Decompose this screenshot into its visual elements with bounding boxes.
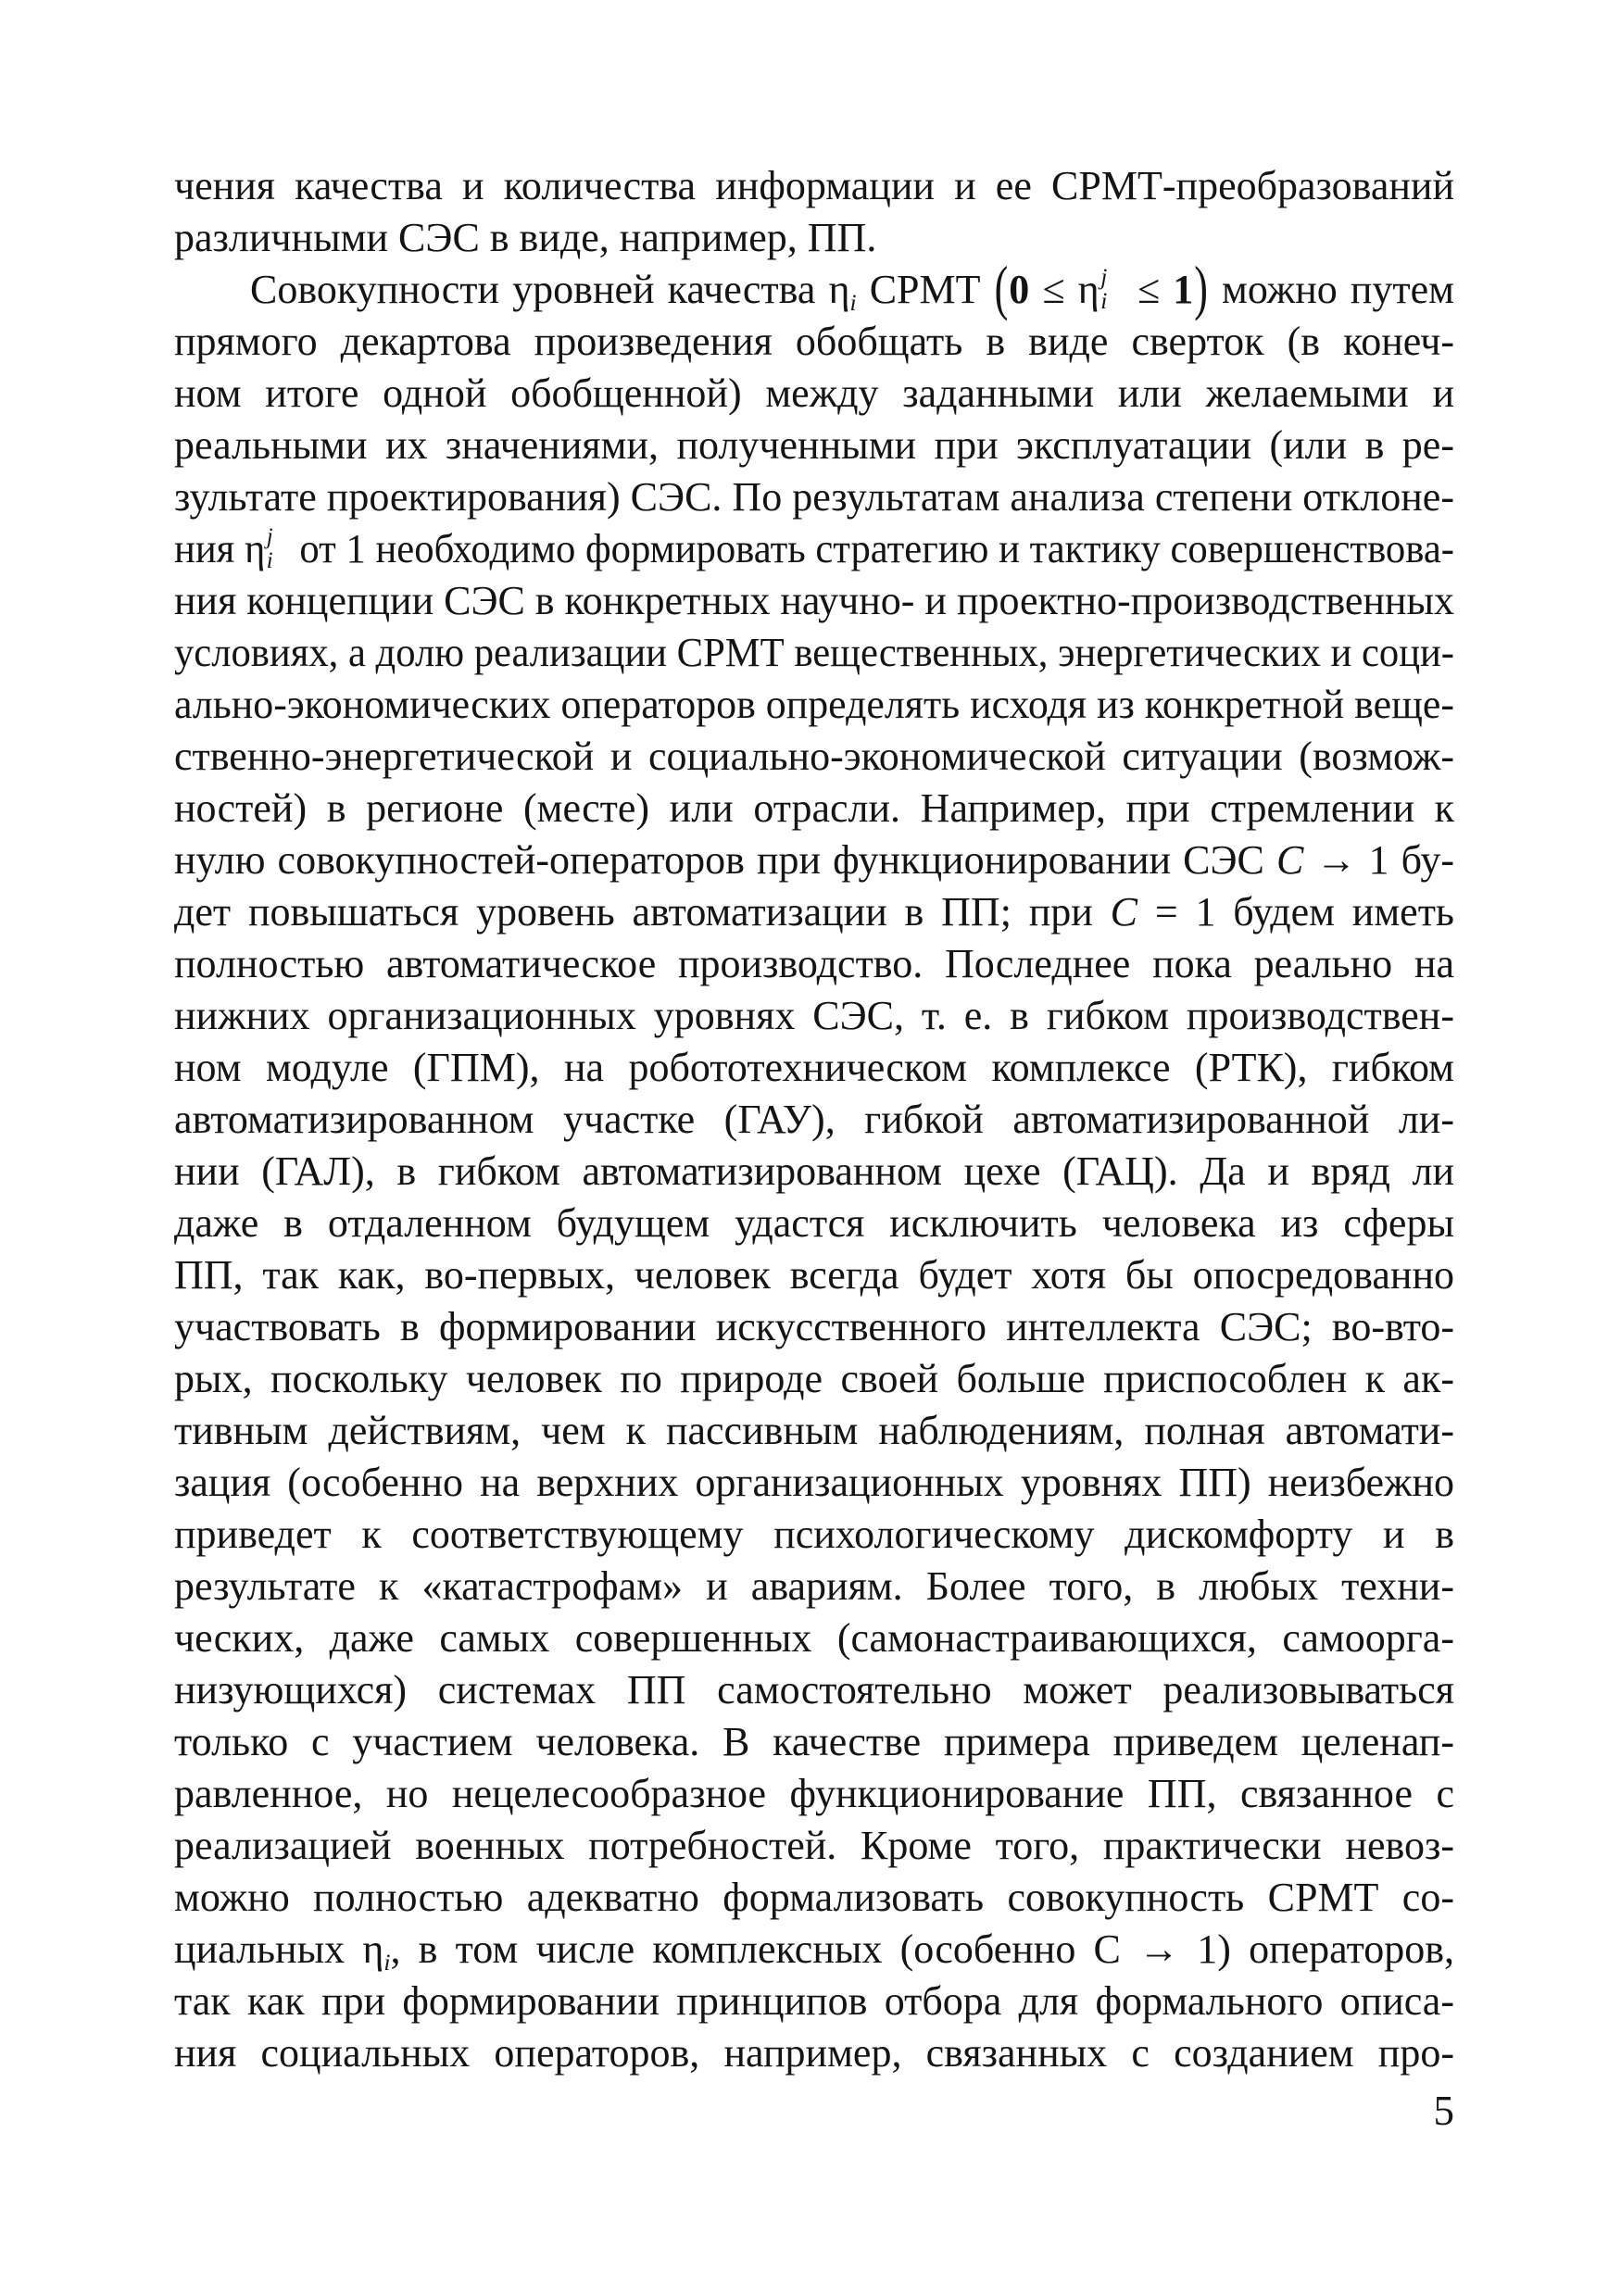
text-segment: Совокупности уровней качества: [250, 267, 829, 312]
text-segment: ностей) в регионе (месте) или отрасли. Например, при стремлении к: [174, 785, 1454, 831]
text-segment: нии (ГАЛ), в гибком автоматизированном цехе (ГАЦ). Да и вряд ли: [174, 1148, 1454, 1194]
text-segment: низующихся) системах ПП самостоятельно может реализовываться: [174, 1667, 1454, 1713]
text-segment: прямого декартова произведения обобщать в виде сверток (в конеч-: [174, 319, 1454, 364]
text-segment: зультате проектирования) СЭС. По результатам анализа степени отклоне-: [174, 474, 1454, 520]
text-segment: ственно-энергетической и социально-экономической ситуации (возмож-: [174, 734, 1454, 779]
text-line: [174, 1612, 1454, 1664]
text-line: [174, 1249, 1454, 1301]
text-line: [174, 1457, 1454, 1509]
text-segment: ческих, даже самых совершенных (самонастраивающихся, самоорга-: [174, 1615, 1454, 1661]
text-line: [174, 420, 1454, 471]
text-line: [174, 783, 1454, 834]
text-line: [174, 731, 1454, 783]
text-line: [174, 316, 1454, 368]
text-segment: зация (особенно на верхних организационных уровнях ПП) неизбежно: [174, 1460, 1454, 1505]
page-number: 5: [1433, 2088, 1454, 2134]
body-text: [174, 160, 1454, 2079]
text-segment: можно полностью адекватно формализовать совокупность СРМТ со-: [174, 1875, 1454, 1920]
text-segment: можно путем: [1208, 267, 1455, 312]
text-line: [174, 523, 1454, 575]
text-line: [174, 1405, 1454, 1457]
text-segment: ном модуле (ГПМ), на робототехническом комплексе (РТК), гибком: [174, 1045, 1454, 1090]
text-line: [174, 1820, 1454, 1872]
text-line: [174, 834, 1454, 886]
text-segment: автоматизированном участке (ГАУ), гибкой автоматизированной ли-: [174, 1097, 1454, 1142]
text-line: [174, 1301, 1454, 1353]
text-segment: (: [994, 254, 1009, 322]
text-line: [174, 368, 1454, 420]
text-segment: даже в отдаленном будущем удастся исключить человека из сферы: [174, 1200, 1454, 1246]
text-segment: ≤: [1029, 267, 1078, 312]
text-segment: 1: [1173, 267, 1194, 312]
text-segment: от 1 необходимо формировать стратегию и тактику совершенствова-: [289, 526, 1455, 571]
text-segment: рых, поскольку человек по природе своей больше приспособлен к ак-: [174, 1356, 1454, 1401]
text-segment: так как при формировании принципов отбора для формального описа-: [174, 1978, 1454, 2024]
text-line: [174, 1042, 1454, 1094]
math-eta: η j i: [1077, 263, 1108, 315]
math-eta: ηi: [362, 1926, 391, 1976]
text-segment: различными СЭС в виде, например, ПП.: [174, 215, 877, 260]
text-segment: чения качества и количества информации и ее СРМТ-преобразований: [174, 163, 1454, 208]
text-line: [174, 1768, 1454, 1820]
text-segment: → 1 бу-: [1303, 837, 1454, 883]
text-line: [174, 254, 1455, 322]
text-line: [174, 1509, 1454, 1561]
text-segment: ): [1194, 254, 1208, 322]
text-segment: реализацией военных потребностей. Кроме того, практически невоз-: [174, 1823, 1454, 1868]
text-line: [174, 990, 1454, 1042]
text-segment: ния концепции СЭС в конкретных научно- и проектно-производственных: [174, 578, 1454, 623]
text-segment: ПП, так как, во-первых, человек всегда будет хотя бы опосредованно: [174, 1252, 1454, 1298]
text-segment: циальных: [174, 1926, 363, 1972]
text-segment: C: [1275, 837, 1304, 883]
text-segment: равленное, но нецелесообразное функционирование ПП, связанное с: [174, 1771, 1454, 1816]
text-line: [174, 679, 1454, 731]
text-line: [174, 1924, 1454, 1976]
text-segment: участвовать в формировании искусственного интеллекта СЭС; во-вто-: [174, 1304, 1454, 1349]
text-segment: ном итоге одной обобщенной) между заданными или желаемыми и: [174, 370, 1454, 416]
text-line: [174, 212, 1454, 264]
text-segment: полностью автоматическое производство. Последнее пока реально на: [174, 941, 1454, 986]
text-line: [174, 1094, 1454, 1146]
text-segment: C: [1110, 889, 1138, 935]
text-segment: ≤: [1124, 267, 1174, 312]
text-segment: СРМТ: [856, 267, 994, 312]
text-line: [174, 1716, 1454, 1768]
text-segment: нижних организационных уровнях СЭС, т. е. в гибком производствен-: [174, 993, 1454, 1038]
text-segment: тивным действиям, чем к пассивным наблюдениям, полная автомати-: [174, 1408, 1454, 1453]
text-segment: ально-экономических операторов определять исходя из конкретной веще-: [174, 682, 1454, 727]
math-eta: ηi: [828, 267, 857, 317]
text-line: [174, 1353, 1454, 1405]
text-segment: , в том числе комплексных (особенно С → 1) операторов,: [390, 1926, 1454, 1972]
text-line: [174, 2027, 1454, 2079]
text-segment: дет повышаться уровень автоматизации в ПП; при: [174, 889, 1111, 935]
text-line: [174, 1146, 1454, 1198]
text-line: [174, 1561, 1454, 1612]
text-segment: результате к «катастрофам» и авариям. Более того, в любых техни-: [174, 1563, 1454, 1609]
text-line: [174, 1872, 1454, 1924]
text-segment: ния социальных операторов, например, связанных с созданием про-: [174, 2030, 1454, 2076]
text-line: [174, 1976, 1454, 2027]
text-line: [174, 160, 1454, 212]
text-segment: приведет к соответствующему психологическому дискомфорту и в: [174, 1512, 1454, 1557]
text-segment: 0: [1009, 267, 1030, 312]
text-line: [174, 575, 1454, 627]
text-line: [174, 627, 1454, 679]
text-line: [174, 1198, 1454, 1249]
text-line: [174, 886, 1454, 938]
text-line: [174, 938, 1454, 990]
text-segment: нулю совокупностей-операторов при функционировании СЭС: [174, 837, 1276, 883]
text-segment: реальными их значениями, полученными при эксплуатации (или в ре-: [174, 422, 1454, 468]
text-segment: только с участием человека. В качестве примера приведем целенап-: [174, 1719, 1454, 1764]
text-segment: условиях, а долю реализации СРМТ вещественных, энергетических и соци-: [174, 630, 1454, 675]
math-eta: η j i: [244, 522, 273, 574]
text-segment: = 1 будем иметь: [1137, 889, 1454, 935]
text-segment: ния: [174, 526, 245, 571]
text-line: [174, 1664, 1454, 1716]
text-line: [174, 471, 1454, 523]
